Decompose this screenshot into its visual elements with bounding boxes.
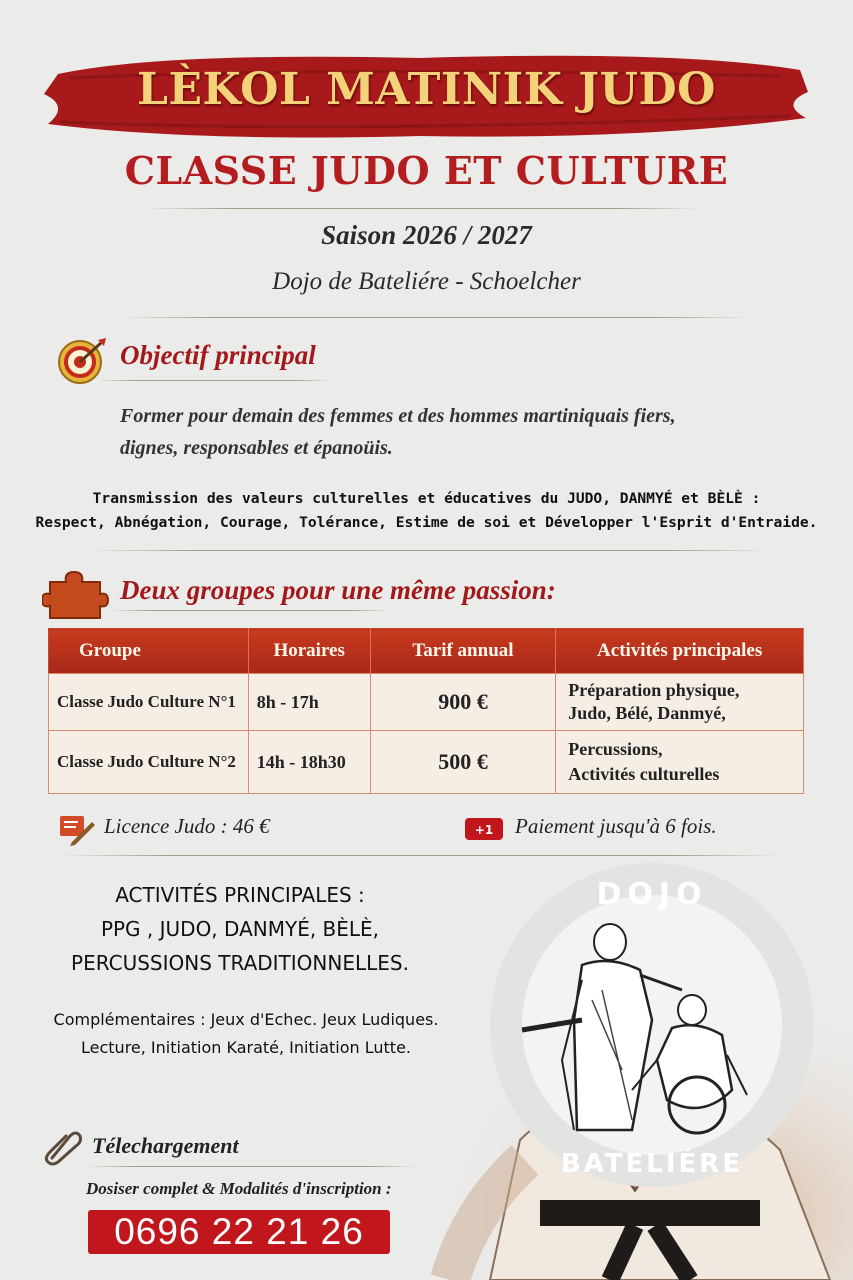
- groups-table: [48, 628, 804, 794]
- phone-number[interactable]: 0696 22 21 26: [88, 1210, 390, 1254]
- logo-bottom-text: BATELIÉRE: [560, 1149, 744, 1179]
- puzzle-piece-icon: [42, 568, 110, 620]
- activities-cell: [556, 674, 804, 731]
- activities-cell: [556, 731, 804, 794]
- objective-line-2: dignes, responsables et épanoüis.: [120, 437, 393, 459]
- target-icon: [56, 336, 108, 384]
- poster-title: LÈKOL MATINIK JUDO: [137, 64, 716, 115]
- location-text: Dojo de Bateliére - Schoelcher: [272, 268, 581, 295]
- objective-title: Objectif principal: [120, 340, 316, 370]
- header-price: Tarif annual: [370, 629, 556, 674]
- table-header-row: [49, 629, 804, 674]
- poster-subtitle: CLASSE JUDO ET CULTURE: [124, 148, 729, 193]
- activities-block: [0, 878, 480, 980]
- objective-text: [120, 400, 800, 464]
- dojo-bateliere-logo: [482, 860, 822, 1190]
- season-text: Saison 2026 / 2027: [321, 220, 532, 250]
- divider: [145, 208, 700, 209]
- price-cell: 900 €: [370, 674, 556, 731]
- payment-icon: [463, 814, 505, 842]
- group-cell: Classe Judo Culture N°2: [49, 731, 249, 794]
- header-activities: Activités principales: [556, 629, 804, 674]
- download-title: Télechargement: [92, 1133, 239, 1158]
- divider: [90, 550, 770, 551]
- values-line-2: Respect, Abnégation, Courage, Tolérance, Estime de soi et Développer l'Esprit d'Entraide.: [35, 514, 818, 531]
- activity-line: Activités culturelles: [568, 764, 720, 784]
- activity-line: Judo, Bélé, Danmyé,: [568, 703, 726, 723]
- complementary-line-2: Lecture, Initiation Karaté, Initiation Lutte.: [81, 1038, 411, 1057]
- activity-line: Préparation physique,: [568, 680, 740, 700]
- logo-top-text: DOJO: [596, 877, 708, 912]
- hours-cell: 8h - 17h: [248, 674, 370, 731]
- svg-text:+1: +1: [474, 823, 494, 837]
- values-line-1: Transmission des valeurs culturelles et éducatives du JUDO, DANMYÉ et BÈLÈ :: [92, 490, 761, 507]
- complementary-block: [0, 1006, 492, 1062]
- objective-line-1: Former pour demain des femmes et des hommes martiniquais fiers,: [120, 405, 676, 427]
- divider: [100, 380, 330, 381]
- values-text: [0, 487, 853, 535]
- groups-title: Deux groupes pour une même passion:: [120, 575, 556, 605]
- header-hours: Horaires: [248, 629, 370, 674]
- hours-cell: 14h - 18h30: [248, 731, 370, 794]
- price-cell: 500 €: [370, 731, 556, 794]
- divider: [110, 610, 390, 611]
- download-subtitle: Dosiser complet & Modalités d'inscription :: [86, 1179, 392, 1198]
- activities-line-2: PPG , JUDO, DANMYÉ, BÈLÈ,: [100, 917, 380, 941]
- activities-line-1: ACTIVITÉS PRINCIPALES :: [115, 883, 365, 907]
- payment-text: Paiement jusqu'à 6 fois.: [515, 814, 717, 838]
- complementary-line-1: Complémentaires : Jeux d'Echec. Jeux Ludiques.: [53, 1010, 439, 1029]
- activities-line-3: PERCUSSIONS TRADITIONNELLES.: [71, 951, 409, 975]
- activity-line: Percussions,: [568, 739, 663, 759]
- paperclip-icon: [42, 1128, 82, 1166]
- table-row: [49, 731, 804, 794]
- divider: [120, 317, 750, 318]
- header-group: Groupe: [49, 629, 249, 674]
- licence-text: Licence Judo : 46 €: [104, 814, 270, 838]
- pencil-note-icon: [58, 812, 96, 846]
- group-cell: Classe Judo Culture N°1: [49, 674, 249, 731]
- table-row: [49, 674, 804, 731]
- divider: [60, 855, 780, 856]
- divider: [86, 1166, 416, 1167]
